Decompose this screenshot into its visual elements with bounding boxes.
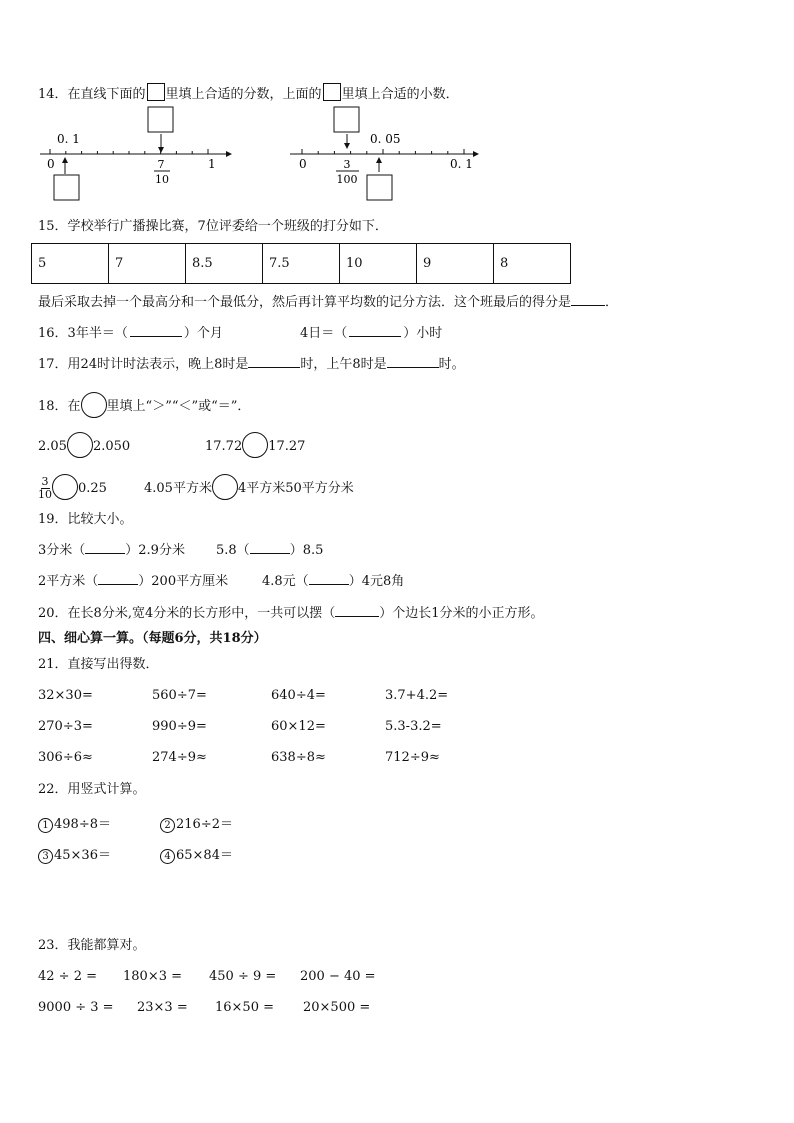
q22-title: 22．用竖式计算。 — [38, 782, 146, 797]
svg-text:0. 1: 0. 1 — [450, 157, 473, 171]
calc-item: 640÷4= — [271, 688, 326, 703]
answer-blank[interactable] — [387, 355, 439, 368]
svg-text:10: 10 — [155, 173, 169, 186]
answer-blank[interactable] — [250, 541, 290, 554]
answer-blank[interactable] — [98, 572, 138, 585]
calc-item: 712÷9≈ — [385, 750, 440, 765]
svg-text:0: 0 — [299, 157, 307, 171]
q19-row1-a: 3分米（ ）2.9分米 — [38, 543, 185, 558]
score-cell: 10 — [340, 244, 417, 284]
calc-item: 180×3 = — [123, 969, 183, 984]
calc-item: 4 65×84＝ — [160, 844, 233, 864]
svg-text:0: 0 — [47, 157, 55, 171]
circled-number: 1 — [38, 818, 53, 833]
svg-text:7: 7 — [157, 158, 165, 171]
answer-box-top[interactable] — [334, 107, 359, 132]
svg-text:100: 100 — [336, 173, 358, 186]
calc-item: 2 216÷2＝ — [160, 813, 233, 833]
circled-number: 2 — [160, 818, 175, 833]
score-table — [31, 243, 571, 284]
calc-item: 560÷7= — [152, 688, 207, 703]
q17-question: 17．用24时计时法表示，晚上8时是 时，上午8时是 时。 — [38, 357, 465, 372]
q19-row1-b: 5.8（ ）8.5 — [216, 543, 324, 558]
answer-blank[interactable] — [349, 324, 401, 337]
calc-item: 306÷6≈ — [38, 750, 93, 765]
q18-row2-b: 4.05平方米 4平方米50平方分米 — [144, 474, 354, 500]
q14-right-number-line — [285, 104, 485, 204]
q16-b: 4日＝（ ）小时 — [300, 326, 443, 341]
circled-number: 4 — [160, 849, 175, 864]
q19-row2-a: 2平方米（ ）200平方厘米 — [38, 574, 229, 589]
q18-row2-a: $\frac{3}{10}$ 0.25 — [38, 475, 107, 501]
calc-item: 32×30= — [38, 688, 93, 703]
calc-item: 274÷9≈ — [152, 750, 207, 765]
q19-row2-b: 4.8元（ ）4元8角 — [262, 574, 405, 589]
score-cell: 7.5 — [263, 244, 340, 284]
calc-item: 200 − 40 = — [300, 969, 376, 984]
compare-circle[interactable] — [52, 474, 78, 500]
svg-text:3: 3 — [343, 158, 351, 171]
calc-item: 270÷3= — [38, 719, 93, 734]
answer-blank[interactable] — [248, 355, 300, 368]
calc-item: 20×500 = — [303, 1000, 371, 1015]
calc-item: 638÷8≈ — [271, 750, 326, 765]
answer-box-bottom[interactable] — [367, 175, 392, 200]
score-cell: 5 — [32, 244, 109, 284]
calc-item: 16×50 = — [215, 1000, 275, 1015]
q19-title: 19．比较大小。 — [38, 512, 133, 527]
answer-box-icon — [147, 83, 165, 101]
answer-circle-icon — [81, 392, 107, 418]
calc-item: 990÷9= — [152, 719, 207, 734]
score-cell: 8.5 — [186, 244, 263, 284]
q14-left-number-line — [30, 104, 240, 204]
calc-item: 450 ÷ 9 = — [209, 969, 277, 984]
answer-blank[interactable] — [309, 572, 349, 585]
compare-circle[interactable] — [242, 432, 268, 458]
q18-instruction: 18．在 里填上“＞”“＜”或“＝”． — [38, 392, 250, 418]
q20-question: 20．在长8分米,宽4分米的长方形中，一共可以摆（ ）个边长1分米的小正方形。 — [38, 606, 544, 621]
calc-item: 5.3-3.2= — [385, 719, 442, 734]
calc-item: 1 498÷8＝ — [38, 813, 111, 833]
q14-instruction: 14．在直线下面的 里填上合适的分数，上面的 里填上合适的小数． — [38, 83, 459, 104]
calc-item: 60×12= — [271, 719, 326, 734]
q23-title: 23．我能都算对。 — [38, 938, 146, 953]
q15-instruction: 15．学校举行广播操比赛，7位评委给一个班级的打分如下． — [38, 219, 388, 234]
q18-row1-a: 2.05 2.050 — [38, 432, 130, 458]
score-cell: 9 — [417, 244, 494, 284]
q21-title: 21．直接写出得数． — [38, 657, 159, 672]
calc-item: 23×3 = — [137, 1000, 188, 1015]
calc-item: 9000 ÷ 3 = — [38, 1000, 114, 1015]
answer-box-top[interactable] — [148, 107, 173, 132]
score-cell: 8 — [494, 244, 571, 284]
q15-question: 最后采取去掉一个最高分和一个最低分，然后再计算平均数的记分方法．这个班最后的得分是 ． — [38, 295, 619, 310]
section-heading: 四、细心算一算。（每题6分，共18分） — [38, 631, 267, 646]
q16-a: 16．3年半＝（ ）个月 — [38, 326, 223, 341]
table-row — [32, 244, 571, 284]
svg-text:0. 1: 0. 1 — [57, 132, 80, 146]
answer-box-bottom[interactable] — [54, 175, 79, 200]
circled-number: 3 — [38, 849, 53, 864]
answer-blank[interactable] — [130, 324, 182, 337]
svg-text:1: 1 — [208, 157, 216, 171]
answer-blank[interactable] — [85, 541, 125, 554]
calc-item: 3.7+4.2= — [385, 688, 449, 703]
calc-item: 3 45×36＝ — [38, 844, 111, 864]
answer-box-icon — [323, 83, 341, 101]
score-cell: 7 — [109, 244, 186, 284]
compare-circle[interactable] — [67, 432, 93, 458]
compare-circle[interactable] — [212, 474, 238, 500]
svg-text:0. 05: 0. 05 — [370, 132, 401, 146]
calc-item: 42 ÷ 2 = — [38, 969, 97, 984]
q18-row1-b: 17.72 17.27 — [205, 432, 305, 458]
answer-blank[interactable] — [335, 604, 379, 617]
answer-blank[interactable] — [571, 293, 605, 306]
fraction: $\frac{3}{10}$ — [38, 475, 52, 501]
